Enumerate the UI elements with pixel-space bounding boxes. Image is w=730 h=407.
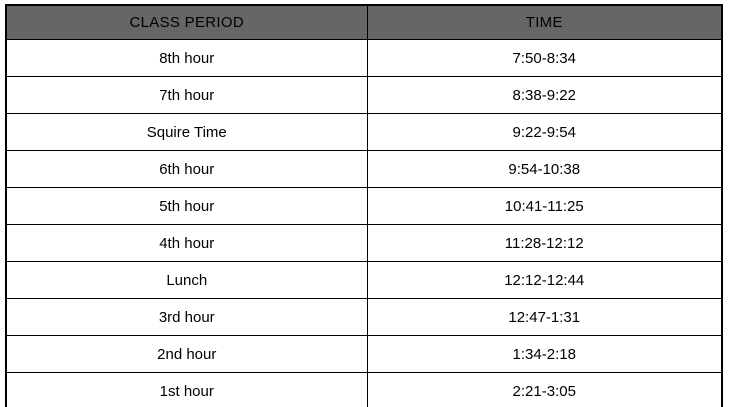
table-row	[6, 114, 722, 151]
period-cell: Lunch	[6, 262, 367, 299]
period-cell: 7th hour	[6, 77, 367, 114]
table-row	[6, 40, 722, 77]
bell-schedule-table	[5, 4, 723, 407]
table-row	[6, 299, 722, 336]
time-cell: 12:47-1:31	[367, 299, 722, 336]
time-cell: 9:54-10:38	[367, 151, 722, 188]
period-cell: 2nd hour	[6, 336, 367, 373]
table-row	[6, 336, 722, 373]
table-row	[6, 225, 722, 262]
period-cell: 1st hour	[6, 373, 367, 407]
time-cell: 11:28-12:12	[367, 225, 722, 262]
class-period-header: CLASS PERIOD	[6, 5, 367, 40]
period-cell: 8th hour	[6, 40, 367, 77]
table-row	[6, 373, 722, 407]
table-row	[6, 151, 722, 188]
time-cell: 1:34-2:18	[367, 336, 722, 373]
time-cell: 9:22-9:54	[367, 114, 722, 151]
time-cell: 2:21-3:05	[367, 373, 722, 407]
period-cell: Squire Time	[6, 114, 367, 151]
time-cell: 8:38-9:22	[367, 77, 722, 114]
period-cell: 6th hour	[6, 151, 367, 188]
period-cell: 4th hour	[6, 225, 367, 262]
schedule-body	[6, 40, 722, 407]
period-cell: 3rd hour	[6, 299, 367, 336]
header-row	[6, 5, 722, 40]
time-cell: 10:41-11:25	[367, 188, 722, 225]
table-row	[6, 262, 722, 299]
time-cell: 7:50-8:34	[367, 40, 722, 77]
time-header: TIME	[367, 5, 722, 40]
period-cell: 5th hour	[6, 188, 367, 225]
table-row	[6, 77, 722, 114]
table-row	[6, 188, 722, 225]
time-cell: 12:12-12:44	[367, 262, 722, 299]
